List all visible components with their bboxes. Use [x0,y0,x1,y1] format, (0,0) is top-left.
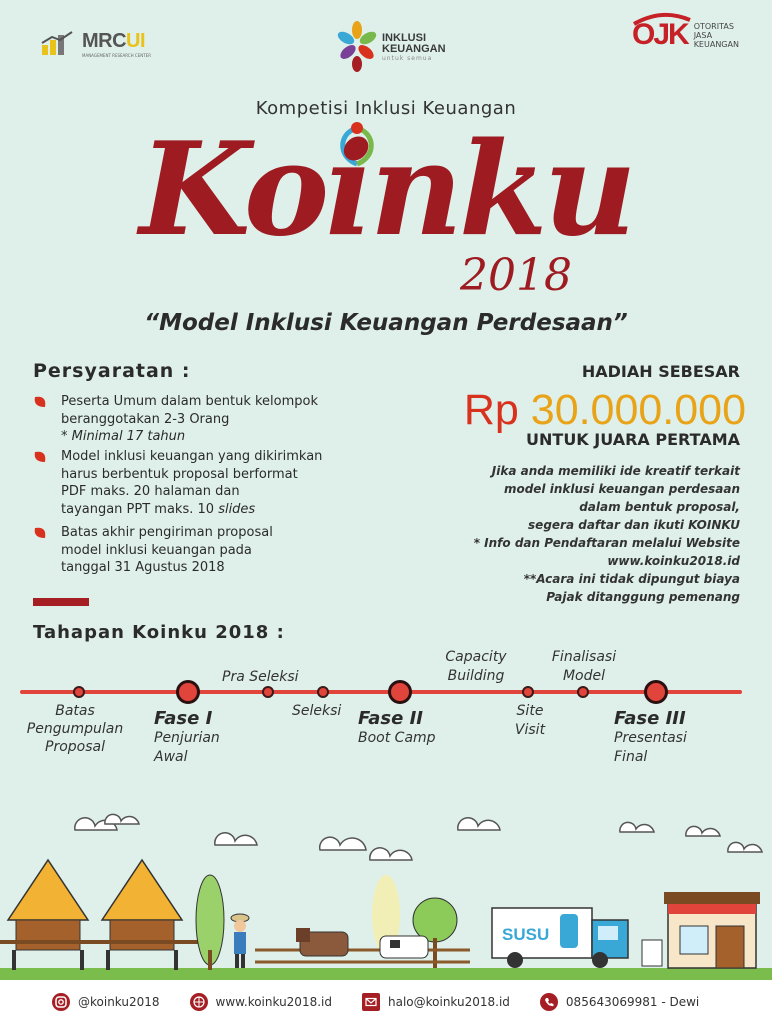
finalisasi-line2: Model [562,668,606,684]
mrc-name: MRC [82,30,127,52]
phone-number: 085643069981 - Dewi [565,995,700,1009]
fase1-line2: Awal [154,749,188,765]
requirement-item [33,448,353,518]
footer-instagram[interactable] [52,993,160,1011]
leaf-bullet-icon [33,395,47,409]
fase3-line1: Presentasi [614,730,687,746]
hut-icons [0,860,220,970]
fase2-line1: Boot Camp [358,730,436,746]
req2-line2: harus berbentuk proposal berformat [61,466,298,482]
timeline-line [20,690,742,694]
batas-line1: Batas [55,703,95,719]
requirement-item [33,524,353,577]
email-address: halo@koinku2018.id [387,995,510,1009]
req1-line1: Peserta Umum dalam bentuk kelompok [61,394,319,409]
leaf-bullet-icon [33,526,47,540]
leaf-bullet-icon [33,450,47,464]
timeline-batas [14,702,136,756]
timeline-capacity [440,648,512,686]
footer-website[interactable] [190,993,332,1011]
info-line: model inklusi keuangan perdesaan [503,482,740,496]
info-line: * Info dan Pendaftaran melalui Website [473,536,740,550]
inklusi-line1: INKLUSI [382,31,426,44]
timeline-dot-major [176,680,200,704]
fase1-line1: Penjurian [154,730,220,746]
fase2-title: Fase II [358,708,423,729]
prize-info [420,462,740,606]
section-divider [33,598,89,606]
info-line: Jika anda memiliki ide kreatif terkait [491,464,740,478]
prize-amount [440,386,746,435]
timeline-dot [577,686,589,698]
footer-phone[interactable] [540,993,699,1011]
ojk-swoosh-icon [632,12,692,26]
timeline-fase1 [154,709,220,767]
req1-line2: beranggotakan 2-3 Orang [61,411,230,427]
req3-line2: model inklusi keuangan pada [61,542,252,558]
req2-line4: tayangan PPT maks. 10 [61,501,215,517]
requirement-item [33,393,353,446]
ojk-line3: KEUANGAN [693,39,739,49]
mrc-accent: UI [126,30,146,52]
tagline: “Model Inklusi Keuangan Perdesaan” [144,310,628,336]
flower-icon [336,20,378,74]
req3-line1: Batas akhir pengiriman proposal [61,525,273,540]
info-line: Pajak ditanggung pemenang [546,590,740,604]
finalisasi-line1: Finalisasi [551,649,617,665]
prize-heading: HADIAH SEBESAR [581,362,740,381]
milk-truck-icon [492,908,628,968]
capacity-line1: Capacity [445,649,507,665]
mail-icon [362,993,380,1011]
footer-bar [0,980,772,1024]
site-line2: Visit [514,722,546,738]
mrc-chart-icon [40,31,76,57]
timeline-dot [317,686,329,698]
timeline-dot [522,686,534,698]
timeline-dot-major [644,680,668,704]
info-line: www.koinku2018.id [607,554,740,568]
timeline-dot [262,686,274,698]
koinku-title: Koinku [139,115,633,265]
inklusi-line2: KEUANGAN [382,42,446,55]
farmer-icon [231,914,249,968]
competition-subtitle: Kompetisi Inklusi Keuangan [255,98,517,119]
timeline-finalisasi [544,648,624,686]
instagram-handle: @koinku2018 [78,995,160,1009]
inklusi-keuangan-logo [336,20,446,74]
koinku-year: 2018 [460,250,572,301]
requirements-heading: Persyaratan : [33,360,191,382]
village-scenery [0,800,772,990]
req2-line1: Model inklusi keuangan yang dikirimkan [61,449,323,464]
ojk-mark: OJK [632,18,688,51]
prize-subtitle: UNTUK JUARA PERTAMA [526,430,740,449]
truck-label: SUSU [502,925,550,944]
ojk-logo [632,20,739,50]
timeline-fase3 [614,709,687,767]
prize-value: 30.000.000 [530,386,746,434]
req2-line3: PDF maks. 20 halaman dan [61,484,240,499]
cloud-icons [75,814,762,860]
mrc-sub: MANAGEMENT RESEARCH CENTER [82,53,151,58]
website-url: www.koinku2018.id [215,995,332,1009]
req3-line3: tanggal 31 Agustus 2018 [61,560,225,575]
timeline-dot [73,686,85,698]
footer-email[interactable] [362,993,510,1011]
capacity-line2: Building [447,668,505,684]
timeline-fase2 [358,709,436,748]
info-line: **Acara ini tidak dipungut biaya [523,572,740,586]
timeline-heading: Tahapan Koinku 2018 : [33,622,285,643]
ojk-line1: OTORITAS [693,21,734,31]
timeline-site-visit [506,702,554,740]
prize-currency: Rp [463,386,519,434]
fase1-title: Fase I [154,708,213,729]
fase3-title: Fase III [614,708,686,729]
info-line: segera daftar dan ikuti KOINKU [528,518,740,532]
info-line: dalam bentuk proposal, [579,500,740,514]
globe-icon [190,993,208,1011]
mrc-ui-logo [40,30,151,58]
instagram-icon [52,993,70,1011]
req2-line4-em: slides [218,501,256,517]
ojk-line2: JASA [693,30,713,40]
timeline-pra-seleksi: Pra Seleksi [222,669,299,685]
inklusi-line3: untuk semua [382,54,433,62]
timeline-seleksi: Seleksi [292,703,342,719]
shop-icon [642,892,760,968]
whatsapp-icon [540,993,558,1011]
cow-icons [296,928,428,958]
batas-line3: Proposal [45,739,105,755]
timeline-dot-major [388,680,412,704]
site-line1: Site [516,703,544,719]
batas-line2: Pengumpulan [26,721,124,737]
req1-line3: * Minimal 17 tahun [61,429,186,444]
fase3-line2: Final [614,749,648,765]
